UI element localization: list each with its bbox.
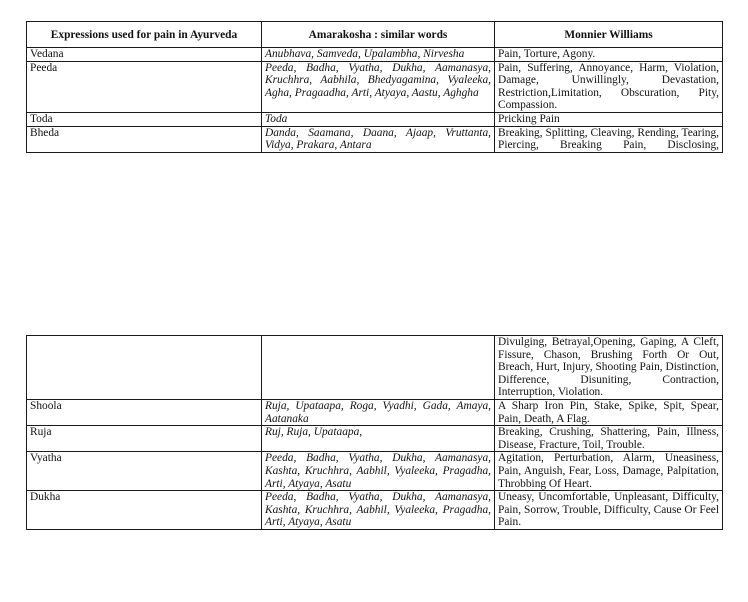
meaning-cell: A Sharp Iron Pin, Stake, Spike, Spit, Spear, Pain, Death, A Flag. (495, 399, 723, 425)
term-cell: Ruja (27, 426, 262, 452)
synonyms-cell (262, 336, 495, 400)
table-header-row (27, 22, 723, 48)
header-ayurveda-expressions: Expressions used for pain in Ayurveda (27, 22, 262, 48)
table-row (27, 126, 723, 152)
synonyms-cell: Ruj, Ruja, Upataapa, (262, 426, 495, 452)
term-cell: Shoola (27, 399, 262, 425)
term-cell: Vyatha (27, 452, 262, 491)
term-cell: Bheda (27, 126, 262, 152)
synonyms-cell: Toda (262, 112, 495, 126)
meaning-cell: Pain, Torture, Agony. (495, 48, 723, 62)
meaning-cell: Pain, Suffering, Annoyance, Harm, Violation, Damage, Unwillingly, Devastation, Restriction,Limitation, Obscuration, Pity, Compassion. (495, 61, 723, 112)
meaning-cell: Breaking, Crushing, Shattering, Pain, Illness, Disease, Fracture, Toil, Trouble. (495, 426, 723, 452)
pain-terms-table-part-1 (26, 21, 723, 153)
header-monnier-williams: Monnier Williams (495, 22, 723, 48)
table-row (27, 112, 723, 126)
synonyms-cell: Peeda, Badha, Vyatha, Dukha, Aamanasya, Kashta, Kruchhra, Aabhil, Vyaleeka, Pragadha, Arti, Atyaya, Asatu (262, 491, 495, 530)
pain-terms-table-part-2 (26, 335, 723, 530)
term-cell: Peeda (27, 61, 262, 112)
term-cell: Toda (27, 112, 262, 126)
table-row (27, 426, 723, 452)
meaning-cell: Divulging, Betrayal,Opening, Gaping, A Cleft, Fissure, Chason, Brushing Forth Or Out, Breach, Hurt, Injury, Shooting Pain, Distinction, Difference, Disuniting, Contraction, Interruption, Violation. (495, 336, 723, 400)
meaning-cell: Uneasy, Uncomfortable, Unpleasant, Difficulty, Pain, Sorrow, Trouble, Difficulty, Cause Or Feel Pain. (495, 491, 723, 530)
term-cell: Vedana (27, 48, 262, 62)
synonyms-cell: Anubhava, Samveda, Upalambha, Nirvesha (262, 48, 495, 62)
header-amarakosha-synonyms: Amarakosha : similar words (262, 22, 495, 48)
synonyms-cell: Peeda, Badha, Vyatha, Dukha, Aamanasya, Kashta, Kruchhra, Aabhil, Vyaleeka, Pragadha, Arti, Atyaya, Asatu (262, 452, 495, 491)
table-row (27, 491, 723, 530)
table-row (27, 399, 723, 425)
meaning-cell: Agitation, Perturbation, Alarm, Uneasiness, Pain, Anguish, Fear, Loss, Damage, Palpitation, Throbbing Of Heart. (495, 452, 723, 491)
meaning-cell: Pricking Pain (495, 112, 723, 126)
synonyms-cell: Danda, Saamana, Daana, Ajaap, Vruttanta, Vidya, Prakara, Antara (262, 126, 495, 152)
synonyms-cell: Ruja, Upataapa, Roga, Vyadhi, Gada, Amaya, Aatanaka (262, 399, 495, 425)
table-row (27, 61, 723, 112)
term-cell (27, 336, 262, 400)
synonyms-cell: Peeda, Badha, Vyatha, Dukha, Aamanasya, Kruchhra, Aabhila, Bhedyagamina, Vyaleeka, Agha, Pragaadha, Arti, Atyaya, Aastu, Aghgha (262, 61, 495, 112)
meaning-cell: Breaking, Splitting, Cleaving, Rending, Tearing, Piercing, Breaking Pain, Disclosing, (495, 126, 723, 152)
table-row (27, 336, 723, 400)
term-cell: Dukha (27, 491, 262, 530)
table-row (27, 452, 723, 491)
table-row (27, 48, 723, 62)
